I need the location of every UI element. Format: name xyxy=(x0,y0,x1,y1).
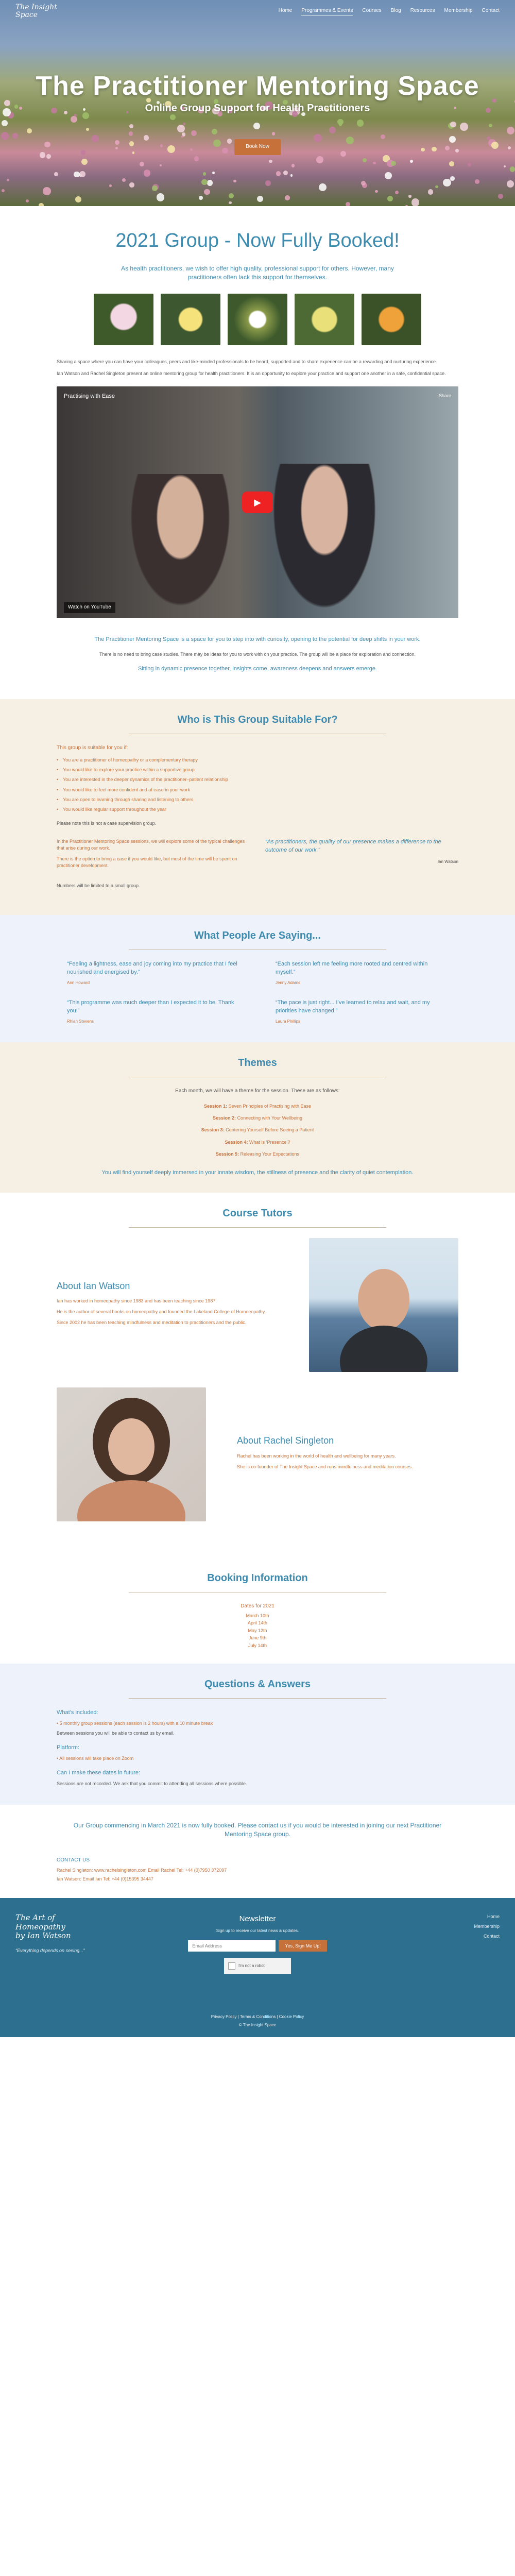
theme-session xyxy=(57,1139,458,1146)
who-quote xyxy=(265,838,458,873)
flower-petal xyxy=(12,133,18,139)
flower-petal xyxy=(357,120,364,126)
flower-image xyxy=(295,294,354,345)
flower-petal xyxy=(498,194,503,199)
testimonial-quote: “This programme was much deeper than I expected it to be. Thank you!” xyxy=(67,999,234,1014)
flower-petal xyxy=(115,147,118,150)
flower-petal xyxy=(222,148,228,154)
flower-petal xyxy=(468,163,472,167)
space-description xyxy=(93,636,422,673)
theme-session xyxy=(57,1103,458,1110)
themes-intro: Each month, we will have a theme for the session. These are as follows: xyxy=(175,1088,340,1094)
flower-petal xyxy=(432,147,436,151)
intro-section xyxy=(0,206,515,699)
footer-link-membership[interactable]: Membership xyxy=(474,1924,500,1929)
footer-logo-line-2: by Ian Watson xyxy=(15,1930,71,1940)
flower-petal xyxy=(450,122,456,128)
flower-petal xyxy=(7,179,10,182)
site-footer xyxy=(0,1898,515,2037)
flower-petal xyxy=(475,179,479,184)
flower-petal xyxy=(450,176,455,181)
logo-line-2: Space xyxy=(15,11,38,19)
flower-petal xyxy=(408,195,411,198)
testimonials-section xyxy=(0,915,515,1042)
flower-petal xyxy=(283,171,288,175)
flower-petal xyxy=(381,134,385,139)
flower-petal xyxy=(160,164,162,166)
footer-logo[interactable] xyxy=(15,1913,103,1940)
flower-petal xyxy=(487,137,490,140)
tutor-heading: About Ian Watson xyxy=(57,1280,130,1291)
flower-petal xyxy=(109,184,112,187)
footer-link-contact[interactable]: Contact xyxy=(483,1934,500,1939)
testimonial xyxy=(276,999,448,1024)
flower-petal xyxy=(272,132,275,135)
session-date: May 12th xyxy=(248,1628,267,1633)
qa-section xyxy=(0,1664,515,1805)
flower-petal xyxy=(363,158,367,162)
testimonials-grid xyxy=(67,960,448,1025)
video-person-right xyxy=(268,464,381,618)
list-item: • You would like to explore your practice within a supportive group xyxy=(57,767,458,773)
dates-title: Dates for 2021 xyxy=(241,1603,274,1609)
list-item: • You are a practitioner of homeopathy or a complementary therapy xyxy=(57,757,458,764)
themes-section xyxy=(0,1042,515,1193)
qa-question: Platform: xyxy=(57,1744,80,1751)
flower-petal xyxy=(290,174,293,176)
hero-title: The Practitioner Mentoring Space xyxy=(36,71,479,101)
nav-programmes-events[interactable]: Programmes & Events xyxy=(301,7,353,15)
flower-petal xyxy=(314,134,322,142)
policy-links[interactable]: Privacy Policy | Terms & Conditions | Cookie Policy xyxy=(211,2014,304,2020)
footer-bottom xyxy=(0,2012,515,2028)
suitable-list xyxy=(57,757,458,812)
flower-petal xyxy=(129,141,134,146)
flower-petal xyxy=(265,180,271,186)
flower-petal xyxy=(199,196,203,200)
flower-petal xyxy=(395,191,399,194)
footer-quote: “Everything depends on seeing...” xyxy=(15,1948,85,1954)
nav-home[interactable]: Home xyxy=(278,8,293,14)
testimonial-quote: “Feeling a lightness, ease and joy coming into my practice that I feel nourished and energised by.” xyxy=(67,960,237,975)
flower-petal xyxy=(491,142,499,149)
flower-petal xyxy=(194,156,199,161)
flower-petal xyxy=(373,162,376,165)
flower-petal xyxy=(276,171,281,176)
list-item: • You are open to learning through sharing and listening to others xyxy=(57,796,458,803)
watch-on-youtube-link[interactable]: Watch on YouTube xyxy=(64,602,115,613)
flower-petal xyxy=(144,135,149,140)
space-accent: Sitting in dynamic presence together, insights come, awareness deepens and answers emerge. xyxy=(138,665,377,672)
flower-petal xyxy=(285,195,289,200)
theme-session xyxy=(57,1127,458,1133)
flower-petal xyxy=(129,124,133,128)
flower-petal xyxy=(129,182,134,188)
who-col-paragraph: There is the option to bring a case if you would like, but most of the time will be spent on practitioner development. xyxy=(57,856,237,868)
contact-rachel[interactable]: Rachel Singleton: www.rachelsingleton.com Email Rachel Tel: +44 (0)7950 372097 xyxy=(57,1868,227,1873)
flower-petal xyxy=(140,162,144,166)
newsletter-subtitle: Sign up to receive our latest news & updates. xyxy=(216,1928,299,1934)
flower-petal xyxy=(201,179,208,185)
shirt-shape xyxy=(77,1480,185,1521)
flower-gallery xyxy=(57,294,458,345)
qa-answer: • 5 monthly group sessions (each session is 2 hours) with a 10 minute break xyxy=(57,1720,213,1726)
flower-petal xyxy=(319,183,327,191)
flower-petal xyxy=(229,193,234,198)
footer-logo-line-1: The Art of Homeopathy xyxy=(15,1913,65,1931)
session-date: March 10th xyxy=(246,1613,269,1619)
flower-petal xyxy=(86,128,89,131)
flower-petal xyxy=(229,201,231,204)
booking-section xyxy=(0,1557,515,1664)
qa-title: Questions & Answers xyxy=(204,1679,311,1690)
tutor-paragraph: She is co-founder of The Insight Space and runs mindfulness and meditation courses. xyxy=(237,1464,413,1469)
flower-image xyxy=(161,294,220,345)
flower-petal xyxy=(361,181,366,185)
who-col-text xyxy=(57,838,250,873)
who-quote-text: “As practitioners, the quality of our presence makes a difference to the outcome of our work.” xyxy=(265,838,441,853)
session-date: June 9th xyxy=(248,1635,267,1641)
tutor-rachel xyxy=(57,1387,458,1521)
who-columns xyxy=(57,838,458,873)
flower-petal xyxy=(183,123,186,125)
flower-petal xyxy=(340,151,346,157)
flower-petal xyxy=(449,161,454,166)
captcha-label: I'm not a robot xyxy=(238,1963,265,1968)
session-text: Connecting with Your Wellbeing xyxy=(237,1115,302,1121)
signup-button[interactable]: Yes, Sign Me Up! xyxy=(279,1940,327,1952)
flower-petal xyxy=(152,185,158,191)
flower-petal xyxy=(507,180,514,188)
list-item: • You are interested in the deeper dynamics of the practitioner–patient relationship xyxy=(57,776,458,783)
book-now-button[interactable]: Book Now xyxy=(234,139,281,155)
theme-session xyxy=(57,1115,458,1122)
flower-petal xyxy=(489,124,492,127)
newsletter-signup xyxy=(154,1913,360,1974)
nav-resources[interactable]: Resources xyxy=(410,8,435,14)
nav-courses[interactable]: Courses xyxy=(362,8,382,14)
rachel-portrait xyxy=(57,1387,206,1521)
qa-question: Can I make these dates in future: xyxy=(57,1770,141,1776)
video-share-button[interactable]: Share xyxy=(438,393,451,398)
flower-petal xyxy=(460,123,468,131)
hero-banner xyxy=(0,0,515,206)
tutor-heading: About Rachel Singleton xyxy=(237,1435,334,1446)
testimonial-quote: “Each session left me feeling more rooted and centred within myself.” xyxy=(276,960,428,975)
flower-petal xyxy=(510,166,515,172)
testimonial-quote: “The pace is just right... I’ve learned to relax and wait, and my priorities have changed.” xyxy=(276,999,430,1014)
tutor-ian xyxy=(57,1238,458,1372)
intro-paragraph: Ian Watson and Rachel Singleton present an online mentoring group for health practitioners. It is an opportunity to explore your practice and support one another in a safe, confidential space. xyxy=(57,370,446,376)
who-section xyxy=(0,699,515,915)
flower-petal xyxy=(157,193,164,201)
logo-line-1: The Insight xyxy=(15,3,57,11)
copyright: © The Insight Space xyxy=(238,2022,277,2027)
nav-blog[interactable]: Blog xyxy=(390,8,401,14)
who-footnote: Numbers will be limited to a small group. xyxy=(57,883,140,888)
flower-petal xyxy=(316,156,323,163)
flower-petal xyxy=(81,159,88,165)
flower-image xyxy=(94,294,153,345)
testimonials-title: What People Are Saying... xyxy=(194,929,321,941)
flower-petal xyxy=(81,150,86,155)
flower-petal xyxy=(144,170,150,176)
divider xyxy=(129,1227,386,1228)
flower-petal xyxy=(346,202,350,206)
testimonial-author: Jenny Adams xyxy=(276,980,301,985)
who-note: Please note this is not a case supervision group. xyxy=(57,820,157,826)
flower-petal xyxy=(443,179,451,187)
footer-links xyxy=(474,1913,500,1943)
flower-petal xyxy=(75,196,81,202)
fully-booked-note: Our Group commencing in March 2021 is now fully booked. Please contact us if you would be interested in joining our next Practitioner Mentoring Space group. xyxy=(73,1822,442,1838)
flower-petal xyxy=(391,161,396,166)
flower-petal xyxy=(508,146,511,149)
space-line: The Practitioner Mentoring Space is a space for you to step into with curiosity, opening to the potential for deep shifts in your work. xyxy=(94,636,421,642)
video-title[interactable]: Practising with Ease xyxy=(64,393,115,399)
flower-petal xyxy=(122,178,126,182)
flower-petal xyxy=(190,148,193,151)
contact-section xyxy=(0,1857,515,1899)
flower-petal xyxy=(54,172,58,176)
flower-petal xyxy=(504,165,506,167)
newsletter-title: Newsletter xyxy=(239,1914,276,1924)
email-input[interactable] xyxy=(188,1940,276,1952)
flower-petal xyxy=(257,196,263,202)
session-label: Session 5: xyxy=(215,1151,239,1157)
nav-membership[interactable]: Membership xyxy=(444,8,473,14)
flower-petal xyxy=(269,160,272,163)
flower-petal xyxy=(227,139,232,144)
flower-petal xyxy=(44,142,50,147)
flower-petal xyxy=(233,180,236,182)
flower-image xyxy=(362,294,421,345)
flower-petal xyxy=(329,127,336,133)
site-logo[interactable] xyxy=(15,4,57,20)
flower-petal xyxy=(71,116,77,123)
flower-petal xyxy=(203,172,207,176)
who-col-paragraph: In the Practitioner Mentoring Space sessions, we will explore some of the typical challenges that arise during our work. xyxy=(57,838,245,851)
flower-petal xyxy=(160,144,163,147)
who-quote-author: Ian Watson xyxy=(437,859,458,864)
testimonial-author: Laura Phillips xyxy=(276,1019,301,1024)
video-person-left xyxy=(124,474,237,618)
flower-petal xyxy=(337,119,344,125)
session-text: Centering Yourself Before Seeing a Patient xyxy=(226,1127,314,1133)
flower-petal xyxy=(455,149,459,152)
flower-petal xyxy=(39,203,43,206)
tutor-paragraph: Since 2002 he has been teaching mindfulness and meditation to practitioners and the public. xyxy=(57,1320,247,1326)
tutors-title: Course Tutors xyxy=(222,1207,293,1219)
flower-petal xyxy=(79,171,85,177)
newsletter-form xyxy=(154,1940,360,1952)
flower-petal xyxy=(212,129,217,134)
captcha-widget[interactable] xyxy=(224,1958,291,1974)
session-text: Releasing Your Expectations xyxy=(240,1151,300,1157)
flower-petal xyxy=(387,196,393,201)
flower-image xyxy=(228,294,287,345)
intro-paragraph: Sharing a space where you can have your colleagues, peers and like-minded professionals to be heard, supported and to share experience can be a rewarding and nurturing experience. xyxy=(57,359,437,364)
flower-petal xyxy=(40,152,46,158)
flower-petal xyxy=(212,172,215,174)
flower-petal xyxy=(46,154,51,159)
video-player[interactable] xyxy=(57,386,458,618)
testimonial xyxy=(67,999,239,1024)
flower-petal xyxy=(74,172,79,177)
testimonial xyxy=(67,960,239,986)
flower-petal xyxy=(2,120,8,126)
intro-lead: As health practitioners, we wish to offer high quality, professional support for others. However, many practitioners often lack this support for themselves. xyxy=(121,265,394,281)
list-item: • You would like to feel more confident and at ease in your work xyxy=(57,787,458,793)
session-label: Session 4: xyxy=(225,1139,248,1145)
session-text: What is ‘Presence’? xyxy=(249,1139,290,1145)
flower-petal xyxy=(435,185,438,188)
nav-contact[interactable]: Contact xyxy=(482,8,500,14)
flower-petal xyxy=(167,145,175,153)
qa-question: What’s included: xyxy=(57,1709,98,1716)
theme-session xyxy=(57,1151,458,1158)
footer-link-home[interactable]: Home xyxy=(487,1914,500,1920)
session-label: Session 3: xyxy=(201,1127,225,1133)
flower-petal xyxy=(115,140,119,145)
flower-petal xyxy=(449,136,456,143)
session-date: July 14th xyxy=(248,1642,267,1648)
booking-title: Booking Information xyxy=(207,1572,308,1584)
flower-petal xyxy=(191,130,197,137)
flower-petal xyxy=(207,180,213,185)
ian-portrait xyxy=(309,1238,458,1372)
flower-petal xyxy=(213,140,220,147)
tutor-paragraph: Ian has worked in homeopathy since 1983 and has been teaching since 1987. xyxy=(57,1298,217,1304)
flower-petal xyxy=(445,146,450,150)
themes-title: Themes xyxy=(238,1057,277,1069)
session-date: April 14th xyxy=(247,1620,268,1626)
face-shape xyxy=(358,1269,409,1331)
tutor-paragraph: Rachel has been working in the world of health and wellbeing for many years. xyxy=(237,1453,396,1459)
testimonial-author: Rhian Stevens xyxy=(67,1019,94,1024)
flower-petal xyxy=(181,135,184,138)
flower-petal xyxy=(421,148,425,152)
space-small: There is no need to bring case studies. There may be ideas for you to work with on your practice. The group will be a place for exploration and connection. xyxy=(99,651,416,657)
flower-petal xyxy=(346,137,354,144)
contact-title: CONTACT US xyxy=(57,1857,90,1863)
flower-petal xyxy=(27,128,32,133)
session-text: Seven Principles of Practising with Ease xyxy=(228,1104,312,1109)
flower-petal xyxy=(204,189,210,195)
flower-petal xyxy=(507,127,515,135)
testimonial-author: Ann Howard xyxy=(67,980,90,985)
intro-heading: 2021 Group - Now Fully Booked! xyxy=(115,230,400,251)
top-nav xyxy=(0,0,515,23)
divider xyxy=(129,1698,386,1699)
flower-petal xyxy=(410,160,413,163)
qa-answer: Sessions are not recorded. We ask that you commit to attending all sessions where possible. xyxy=(57,1781,247,1786)
who-title: Who is This Group Suitable For? xyxy=(177,714,338,725)
flower-petal xyxy=(2,189,5,192)
shirt-shape xyxy=(340,1326,427,1372)
suitable-label: This group is suitable for you if: xyxy=(57,744,128,751)
flower-petal xyxy=(92,135,99,142)
session-label: Session 1: xyxy=(203,1104,227,1109)
tutor-paragraph: He is the author of several books on homeopathy and founded the Lakeland College of Homoeopathy. xyxy=(57,1309,266,1315)
flower-petal xyxy=(253,123,260,129)
flower-petal xyxy=(405,205,408,206)
flower-petal xyxy=(1,132,9,140)
footer-brand xyxy=(15,1913,103,1954)
tutors-section xyxy=(0,1193,515,1557)
hero-subtitle: Online Group Support for Health Practitioners xyxy=(145,103,370,114)
flower-petal xyxy=(375,190,378,193)
flower-petal xyxy=(411,198,420,206)
flower-petal xyxy=(428,189,433,194)
flower-petal xyxy=(385,172,392,179)
themes-outro: You will find yourself deeply immersed in your innate wisdom, the stillness of presence and the clarity of quiet contemplation. xyxy=(101,1169,414,1176)
flower-petal xyxy=(177,125,185,132)
flower-petal xyxy=(43,187,51,195)
face-shape xyxy=(108,1418,154,1475)
captcha-checkbox[interactable] xyxy=(228,1962,235,1970)
flower-petal xyxy=(26,199,29,202)
testimonial xyxy=(276,960,448,986)
contact-ian[interactable]: Ian Watson: Email Ian Tel: +44 (0)15395 34447 xyxy=(57,1876,153,1882)
flower-petal xyxy=(129,131,133,136)
play-icon[interactable]: ▶ xyxy=(242,492,273,513)
qa-answer: Between sessions you will be able to contact us by email. xyxy=(57,1731,175,1736)
nav-menu xyxy=(279,7,500,15)
qa-answer: • All sessions will take place on Zoom xyxy=(57,1755,134,1761)
flower-petal xyxy=(291,164,295,167)
session-label: Session 2: xyxy=(213,1115,236,1121)
list-item: • You would like regular support throughout the year xyxy=(57,806,458,813)
flower-petal xyxy=(132,151,135,154)
